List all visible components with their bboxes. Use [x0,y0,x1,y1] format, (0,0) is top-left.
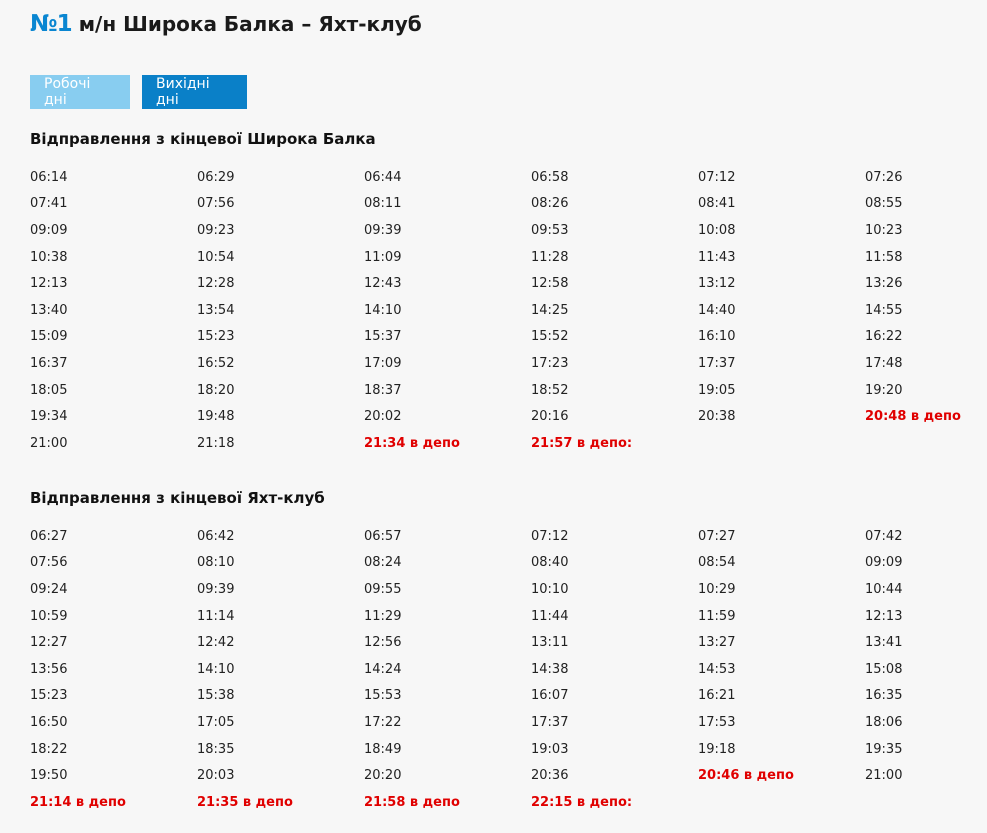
departure-time: 20:36 [531,768,569,784]
departure-time: 13:26 [865,276,903,292]
departure-time [698,789,865,816]
departure-time: 07:56 [197,196,235,212]
departure-time: 14:38 [531,661,569,677]
departure-time: 15:38 [197,688,235,704]
departure-time: 11:44 [531,608,569,624]
departure-time: 19:05 [698,382,736,398]
departure-time: 16:52 [197,355,235,371]
departure-time: 13:54 [197,302,235,318]
route-name: м/н Широка Балка – Яхт-клуб [78,12,422,36]
departure-time: 20:16 [531,409,569,425]
departure-time: 19:20 [865,382,903,398]
departure-time: 14:24 [364,661,402,677]
departure-time: 16:10 [698,329,736,345]
departure-time: 14:40 [698,302,736,318]
departure-time: 16:21 [698,688,736,704]
departure-time: 15:23 [30,688,68,704]
departure-time-depot: 21:57 в депо: [531,435,633,451]
departure-time: 20:38 [698,409,736,425]
departure-time: 19:35 [865,741,903,757]
section-title-yacht-club: Відправлення з кінцевої Яхт-клуб [30,489,325,507]
route-number: №1 [30,11,72,37]
departure-time: 16:35 [865,688,903,704]
departure-time: 13:56 [30,661,68,677]
departure-time: 09:53 [531,222,569,238]
departure-time [865,430,987,457]
departure-time: 07:12 [698,169,736,185]
day-type-tabs [30,75,247,109]
departure-time-depot: 21:35 в депо [197,794,293,810]
departure-time: 06:44 [364,169,402,185]
departure-time: 18:22 [30,741,68,757]
departure-time: 06:58 [531,169,569,185]
departure-time: 21:00 [30,435,68,451]
departure-time-depot: 21:34 в депо [364,435,460,451]
departure-time: 21:18 [197,435,235,451]
departure-time: 11:29 [364,608,402,624]
departure-time: 08:54 [698,555,736,571]
departure-time: 21:00 [865,768,903,784]
departure-time: 18:20 [197,382,235,398]
departure-time: 10:59 [30,608,68,624]
departure-time: 11:58 [865,249,903,265]
departure-time: 15:53 [364,688,402,704]
departure-time: 13:27 [698,635,736,651]
departure-time: 16:22 [865,329,903,345]
departure-time: 12:28 [197,276,235,292]
departure-time-depot: 20:46 в депо [698,768,794,784]
departure-time: 13:12 [698,276,736,292]
departure-time: 10:38 [30,249,68,265]
departure-time: 16:50 [30,714,68,730]
departure-time: 15:08 [865,661,903,677]
departure-time: 09:55 [364,581,402,597]
departure-time: 18:35 [197,741,235,757]
departure-time-depot: 21:58 в депо [364,794,460,810]
departure-time: 10:54 [197,249,235,265]
departure-time-depot: 22:15 в депо: [531,794,633,810]
departure-time: 09:24 [30,581,68,597]
departure-time: 18:52 [531,382,569,398]
timetable-shyroka-balka [30,164,987,457]
departure-time: 08:41 [698,196,736,212]
timetable-yacht-club [30,523,987,816]
departure-time: 19:34 [30,409,68,425]
departure-time: 06:42 [197,528,235,544]
departure-time: 14:10 [364,302,402,318]
departure-time: 20:03 [197,768,235,784]
departure-time: 08:55 [865,196,903,212]
departure-time: 17:05 [197,714,235,730]
departure-time: 10:08 [698,222,736,238]
departure-time: 12:13 [30,276,68,292]
departure-time-depot: 21:14 в депо [30,794,126,810]
departure-time: 12:58 [531,276,569,292]
departure-time: 18:05 [30,382,68,398]
departure-time: 19:48 [197,409,235,425]
departure-time: 11:28 [531,249,569,265]
departure-time: 11:43 [698,249,736,265]
tab-weekdays[interactable]: Робочі дні [30,75,130,109]
departure-time: 07:56 [30,555,68,571]
departure-time: 09:09 [30,222,68,238]
section-title-shyroka-balka: Відправлення з кінцевої Широка Балка [30,130,376,148]
departure-time: 07:26 [865,169,903,185]
departure-time: 08:10 [197,555,235,571]
departure-time: 09:09 [865,555,903,571]
departure-time: 20:02 [364,409,402,425]
departure-time: 09:39 [197,581,235,597]
departure-time: 08:26 [531,196,569,212]
departure-time: 14:53 [698,661,736,677]
departure-time: 10:29 [698,581,736,597]
departure-time: 12:13 [865,608,903,624]
departure-time: 15:23 [197,329,235,345]
page-title [30,11,422,37]
departure-time: 08:24 [364,555,402,571]
departure-time: 09:39 [364,222,402,238]
departure-time [865,789,987,816]
departure-time: 08:11 [364,196,402,212]
departure-time: 17:22 [364,714,402,730]
departure-time: 13:11 [531,635,569,651]
departure-time: 16:07 [531,688,569,704]
departure-time: 14:25 [531,302,569,318]
departure-time: 12:27 [30,635,68,651]
departure-time: 19:50 [30,768,68,784]
departure-time: 17:37 [698,355,736,371]
departure-time: 07:12 [531,528,569,544]
departure-time-depot: 20:48 в депо [865,409,961,425]
departure-time: 20:20 [364,768,402,784]
departure-time: 17:23 [531,355,569,371]
departure-time: 15:52 [531,329,569,345]
departure-time: 17:09 [364,355,402,371]
departure-time: 06:14 [30,169,68,185]
departure-time: 12:43 [364,276,402,292]
departure-time: 15:37 [364,329,402,345]
departure-time: 07:42 [865,528,903,544]
departure-time: 09:23 [197,222,235,238]
departure-time: 17:37 [531,714,569,730]
departure-time: 13:40 [30,302,68,318]
departure-time: 18:37 [364,382,402,398]
departure-time: 06:29 [197,169,235,185]
departure-time: 19:18 [698,741,736,757]
departure-time: 15:09 [30,329,68,345]
departure-time: 19:03 [531,741,569,757]
departure-time: 12:42 [197,635,235,651]
departure-time: 18:06 [865,714,903,730]
departure-time: 11:14 [197,608,235,624]
departure-time: 11:59 [698,608,736,624]
departure-time: 08:40 [531,555,569,571]
departure-time: 16:37 [30,355,68,371]
departure-time: 14:55 [865,302,903,318]
departure-time: 13:41 [865,635,903,651]
departure-time: 07:41 [30,196,68,212]
departure-time: 10:44 [865,581,903,597]
departure-time: 10:10 [531,581,569,597]
tab-weekends[interactable]: Вихідні дні [142,75,247,109]
departure-time: 06:57 [364,528,402,544]
departure-time: 11:09 [364,249,402,265]
departure-time: 17:48 [865,355,903,371]
departure-time [698,430,865,457]
departure-time: 06:27 [30,528,68,544]
departure-time: 18:49 [364,741,402,757]
departure-time: 17:53 [698,714,736,730]
departure-time: 07:27 [698,528,736,544]
departure-time: 10:23 [865,222,903,238]
departure-time: 14:10 [197,661,235,677]
departure-time: 12:56 [364,635,402,651]
